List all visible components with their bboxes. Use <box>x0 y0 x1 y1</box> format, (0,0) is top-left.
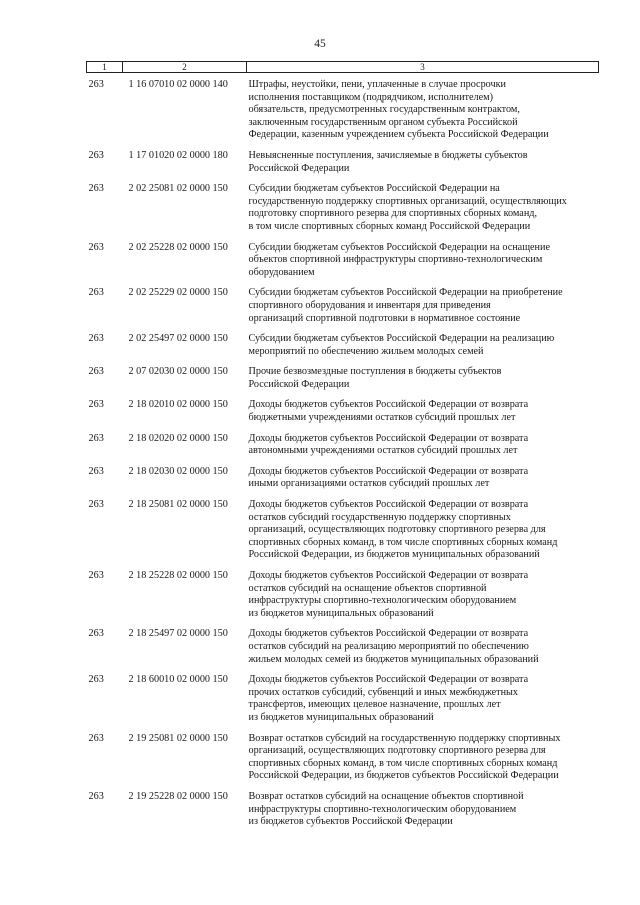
admin-code: 263 <box>88 432 104 444</box>
admin-code-cell <box>87 142 123 175</box>
table-row <box>87 175 599 233</box>
description-cell <box>247 620 599 666</box>
description-line: спортивных сборных команд, в том числе спортивных сборных команд <box>248 757 558 769</box>
budget-code: 2 18 25228 02 0000 150 <box>128 570 228 581</box>
description-cell <box>247 725 599 783</box>
description-line: Субсидии бюджетам субъектов Российской Федерации на приобретение <box>248 287 563 299</box>
description-line: Доходы бюджетов субъектов Российской Федерации от возврата <box>248 628 529 640</box>
admin-code-cell <box>87 175 123 233</box>
description <box>249 358 599 391</box>
table-row <box>87 142 599 175</box>
table-row <box>87 234 599 280</box>
table-row <box>87 425 599 458</box>
description <box>249 279 599 325</box>
description-cell <box>247 666 599 724</box>
description-line: государственную поддержку спортивных организаций, осуществляющих <box>248 195 567 207</box>
budget-code: 2 19 25228 02 0000 150 <box>128 790 228 802</box>
description-cell <box>247 175 599 233</box>
column-header-3: 3 <box>247 62 599 73</box>
description-line: Российской Федерации <box>248 378 350 390</box>
description-line: обязательств, предусмотренных государственным контрактом, <box>248 104 520 116</box>
budget-code-cell <box>123 391 247 424</box>
budget-code: 2 02 25229 02 0000 150 <box>128 287 228 299</box>
description-line: Доходы бюджетов субъектов Российской Федерации от возврата <box>248 499 529 511</box>
description-line: Доходы бюджетов субъектов Российской Федерации от возврата <box>248 399 529 411</box>
table-row <box>87 279 599 325</box>
description-line: Доходы бюджетов субъектов Российской Федерации от возврата <box>248 465 529 477</box>
description-line: организаций, осуществляющих подготовку спортивного резерва для <box>248 524 546 536</box>
table-header <box>87 62 599 73</box>
admin-code: 263 <box>88 333 104 345</box>
description-line: из бюджетов муниципальных образований <box>248 711 434 723</box>
description-cell <box>247 234 599 280</box>
description <box>249 620 599 666</box>
budget-code-cell <box>123 725 247 783</box>
admin-code-cell <box>87 73 123 142</box>
description-line: заключенным государственным органом субъекта Российской <box>248 116 518 128</box>
table-row <box>87 666 599 724</box>
description-cell <box>247 325 599 358</box>
table-row <box>87 458 599 491</box>
description-line: Российской Федерации, из бюджетов муниципальных образований <box>248 549 540 561</box>
budget-code: 2 18 25081 02 0000 150 <box>128 499 228 511</box>
description-line: Субсидии бюджетам субъектов Российской Федерации на реализацию <box>248 333 555 345</box>
description <box>249 562 599 620</box>
admin-code-cell <box>87 425 123 458</box>
description-line: спортивного оборудования и инвентаря для приведения <box>248 299 491 311</box>
description-line: Федерации, казенным учреждением субъекта Российской Федерации <box>248 129 549 141</box>
description-line: организаций, осуществляющих подготовку спортивного резерва для <box>248 745 546 757</box>
budget-code: 2 18 02010 02 0000 150 <box>128 399 228 411</box>
budget-code: 2 18 60010 02 0000 150 <box>128 674 228 686</box>
admin-code-cell <box>87 234 123 280</box>
description <box>249 234 599 280</box>
budget-code: 2 18 25497 02 0000 150 <box>128 628 228 640</box>
budget-code-cell <box>123 73 247 142</box>
budget-code-cell <box>123 458 247 491</box>
budget-code: 2 19 25081 02 0000 150 <box>128 732 228 744</box>
description-line: организаций спортивной подготовки в нормативное состояние <box>248 312 521 324</box>
budget-code-cell <box>123 175 247 233</box>
description <box>249 666 599 724</box>
admin-code: 263 <box>88 674 104 686</box>
budget-code: 2 07 02030 02 0000 150 <box>128 366 228 378</box>
budget-code-cell <box>123 358 247 391</box>
admin-code-cell <box>87 620 123 666</box>
admin-code: 263 <box>88 499 104 511</box>
description-line: спортивных сборных команд, в том числе спортивных сборных команд <box>248 536 558 548</box>
description-line: из бюджетов муниципальных образований <box>248 607 434 619</box>
description-cell <box>247 783 599 829</box>
description-line: Российской Федерации, из бюджетов субъектов Российской Федерации <box>248 770 559 782</box>
description-line: остатков субсидий государственную поддержку спортивных <box>248 511 511 523</box>
table-row <box>87 620 599 666</box>
description-line: трансфертов, имеющих целевое назначение, прошлых лет <box>248 699 501 711</box>
description-line: жильем молодых семей из бюджетов муниципальных образований <box>248 653 539 665</box>
admin-code-cell <box>87 725 123 783</box>
admin-code: 263 <box>88 366 104 378</box>
admin-code: 263 <box>88 183 104 195</box>
table-row <box>87 358 599 391</box>
column-header-2: 2 <box>123 62 247 73</box>
revenue-codes-table <box>86 61 599 829</box>
admin-code-cell <box>87 279 123 325</box>
admin-code: 263 <box>88 465 104 477</box>
description <box>249 458 599 491</box>
description <box>249 325 599 358</box>
description-line: объектов спортивной инфраструктуры спортивно-технологическим <box>248 254 543 266</box>
budget-code-cell <box>123 562 247 620</box>
description-cell <box>247 491 599 562</box>
description <box>249 391 599 424</box>
budget-code: 2 02 25228 02 0000 150 <box>128 241 228 253</box>
description-line: Российской Федерации <box>248 162 350 174</box>
description-line: мероприятий по обеспечению жильем молодых семей <box>248 345 484 357</box>
admin-code-cell <box>87 358 123 391</box>
table-row <box>87 73 599 142</box>
budget-code: 2 18 02030 02 0000 150 <box>128 465 228 477</box>
budget-code-cell <box>123 666 247 724</box>
description-line: Субсидии бюджетам субъектов Российской Федерации на <box>248 183 500 195</box>
description-line: в том числе спортивных сборных команд Российской Федерации <box>248 220 531 232</box>
budget-code-cell <box>123 620 247 666</box>
admin-code-cell <box>87 325 123 358</box>
admin-code: 263 <box>88 628 104 640</box>
admin-code: 263 <box>88 570 104 581</box>
admin-code: 263 <box>88 287 104 299</box>
description-line: Возврат остатков субсидий на оснащение объектов спортивной <box>248 790 524 802</box>
description <box>249 783 599 829</box>
budget-code-cell <box>123 783 247 829</box>
description-line: Доходы бюджетов субъектов Российской Федерации от возврата <box>248 570 529 581</box>
table-row <box>87 725 599 783</box>
description-cell <box>247 279 599 325</box>
description-line: автономными учреждениями остатков субсидий прошлых лет <box>248 445 518 457</box>
description <box>249 725 599 783</box>
description-line: исполнения поставщиком (подрядчиком, исполнителем) <box>248 91 493 103</box>
description-line: из бюджетов субъектов Российской Федерации <box>248 816 453 828</box>
description-line: инфраструктуры спортивно-технологическим оборудованием <box>248 803 517 815</box>
budget-code-cell <box>123 425 247 458</box>
description-cell <box>247 391 599 424</box>
description-cell <box>247 562 599 620</box>
description-cell <box>247 142 599 175</box>
description-line: остатков субсидий на оснащение объектов спортивной <box>248 582 487 594</box>
table-row <box>87 391 599 424</box>
description-line: остатков субсидий на реализацию мероприятий по обеспечению <box>248 640 529 652</box>
description-line: инфраструктуры спортивно-технологическим оборудованием <box>248 595 517 607</box>
admin-code-cell <box>87 562 123 620</box>
admin-code: 263 <box>88 241 104 253</box>
column-header-1: 1 <box>87 62 123 73</box>
admin-code-cell <box>87 666 123 724</box>
table-row <box>87 783 599 829</box>
table-body <box>87 73 599 829</box>
description-line: Невыясненные поступления, зачисляемые в бюджеты субъектов <box>248 149 528 161</box>
budget-code-cell <box>123 142 247 175</box>
description-line: прочих остатков субсидий, субвенций и иных межбюджетных <box>248 686 518 698</box>
description <box>249 425 599 458</box>
description-line: Возврат остатков субсидий на государственную поддержку спортивных <box>248 732 561 744</box>
description-line: Доходы бюджетов субъектов Российской Федерации от возврата <box>248 674 529 686</box>
budget-code: 1 16 07010 02 0000 140 <box>128 79 228 90</box>
admin-code: 263 <box>88 399 104 411</box>
admin-code-cell <box>87 491 123 562</box>
budget-code-cell <box>123 279 247 325</box>
budget-code-cell <box>123 325 247 358</box>
description-line: Доходы бюджетов субъектов Российской Федерации от возврата <box>248 432 529 444</box>
page-number: 45 <box>314 38 326 50</box>
admin-code: 263 <box>88 732 104 744</box>
description-cell <box>247 425 599 458</box>
description-line: оборудованием <box>248 266 315 278</box>
admin-code: 263 <box>88 790 104 802</box>
budget-code: 2 02 25081 02 0000 150 <box>128 183 228 195</box>
budget-code-cell <box>123 491 247 562</box>
budget-code: 2 02 25497 02 0000 150 <box>128 333 228 345</box>
table-row <box>87 491 599 562</box>
table-row <box>87 325 599 358</box>
description <box>249 491 599 562</box>
budget-code: 2 18 02020 02 0000 150 <box>128 432 228 444</box>
description-line: подготовку спортивного резерва для спортивных сборных команд, <box>248 208 538 220</box>
admin-code: 263 <box>88 149 104 161</box>
admin-code-cell <box>87 458 123 491</box>
description-cell <box>247 358 599 391</box>
description-cell <box>247 73 599 142</box>
description-line: иными организациями остатков субсидий прошлых лет <box>248 478 490 490</box>
description-cell <box>247 458 599 491</box>
table-row <box>87 562 599 620</box>
budget-code-cell <box>123 234 247 280</box>
description <box>249 73 599 142</box>
admin-code: 263 <box>88 79 104 90</box>
description-line: бюджетными учреждениями остатков субсидий прошлых лет <box>248 412 516 424</box>
description-line: Прочие безвозмездные поступления в бюджеты субъектов <box>248 366 502 378</box>
admin-code-cell <box>87 783 123 829</box>
description <box>249 175 599 233</box>
budget-code: 1 17 01020 02 0000 180 <box>128 149 228 161</box>
description-line: Штрафы, неустойки, пени, уплаченные в случае просрочки <box>248 79 507 90</box>
admin-code-cell <box>87 391 123 424</box>
description-line: Субсидии бюджетам субъектов Российской Федерации на оснащение <box>248 241 550 253</box>
description <box>249 142 599 175</box>
